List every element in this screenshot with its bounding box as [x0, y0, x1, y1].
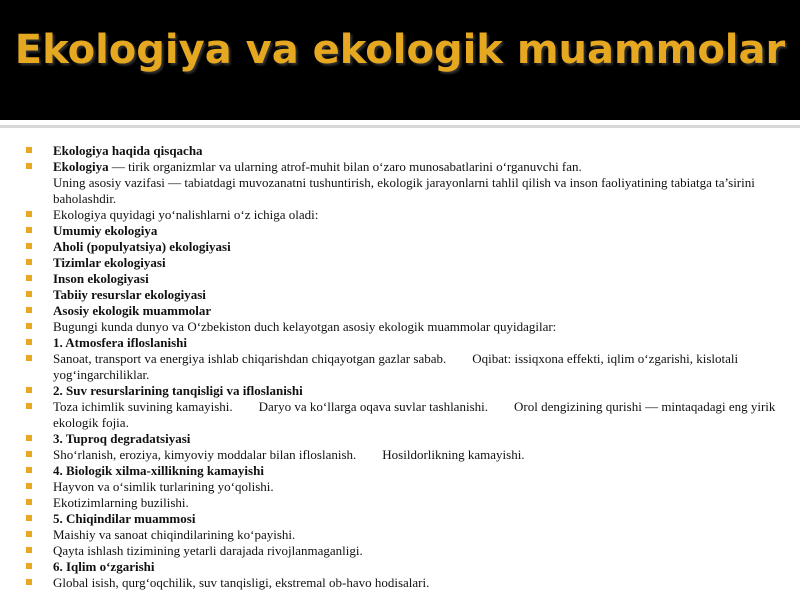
- bullet-item: [26, 463, 782, 479]
- bullet-marker-icon: [26, 387, 32, 393]
- bullet-item: [26, 383, 782, 399]
- bullet-item: [26, 223, 782, 239]
- bullet-line: Hayvon va o‘simlik turlarining yo‘qolishi.: [53, 479, 274, 494]
- bullet-marker-icon: [26, 531, 32, 537]
- bullet-item: [26, 447, 782, 463]
- divider: [0, 125, 800, 128]
- bullet-item: [26, 271, 782, 287]
- bullet-text: [53, 479, 274, 494]
- slide-title: Ekologiya va ekologik muammolar: [14, 27, 786, 73]
- title-banner: [0, 0, 800, 120]
- bullet-marker-icon: [26, 355, 32, 361]
- bullet-line: Ekologiya haqida qisqacha: [53, 143, 203, 158]
- bullet-line: Orol dengizining qurishi — mintaqadagi eng yirik ekologik fojia.: [53, 399, 776, 430]
- bullet-marker-icon: [26, 259, 32, 265]
- bullet-marker-icon: [26, 291, 32, 297]
- bullet-text: [53, 383, 303, 398]
- bullet-marker-icon: [26, 467, 32, 473]
- bullet-item: [26, 495, 782, 511]
- bullet-marker-icon: [26, 563, 32, 569]
- bullet-line: Bugungi kunda dunyo va O‘zbekiston duch kelayotgan asosiy ekologik muammolar quyidagilar:: [53, 319, 557, 334]
- bullet-text: [53, 319, 556, 334]
- bullet-line: Uning asosiy vazifasi — tabiatdagi muvozanatni tushuntirish, ekologik jarayonlarni tahlil qilish va inson faoliyatining tabiatga ta’sirini baholashdir.: [53, 175, 755, 206]
- bullet-marker-icon: [26, 547, 32, 553]
- bullet-line: 1. Atmosfera ifloslanishi: [53, 335, 187, 350]
- bullet-marker-icon: [26, 339, 32, 345]
- bullet-marker-icon: [26, 579, 32, 585]
- bullet-item: [26, 143, 782, 159]
- bullet-text: [53, 575, 429, 590]
- bullet-line: 3. Tuproq degradatsiyasi: [53, 431, 191, 446]
- bullet-item: [26, 431, 782, 447]
- bullet-text: [53, 143, 203, 158]
- bullet-line: Aholi (populyatsiya) ekologiyasi: [53, 239, 231, 254]
- bullet-item: [26, 559, 782, 575]
- bullet-marker-icon: [26, 163, 32, 169]
- bullet-marker-icon: [26, 499, 32, 505]
- bullet-line: Ekologiya quyidagi yo‘nalishlarni o‘z ichiga oladi:: [53, 207, 319, 222]
- bullet-list: [26, 143, 782, 591]
- bullet-marker-icon: [26, 147, 32, 153]
- bullet-text: [53, 559, 154, 574]
- bullet-line: Sho‘rlanish, eroziya, kimyoviy moddalar bilan ifloslanish.: [53, 447, 357, 462]
- bullet-item: [26, 159, 782, 175]
- bullet-text: [53, 495, 189, 510]
- bullet-item: [26, 287, 782, 303]
- bullet-text: [53, 287, 206, 302]
- bullet-item: [26, 479, 782, 495]
- bullet-line: Qayta ishlash tizimining yetarli darajada rivojlanmaganligi.: [53, 543, 363, 558]
- bullet-marker-icon: [26, 307, 32, 313]
- bullet-marker-icon: [26, 243, 32, 249]
- bullet-line: Global isish, qurg‘oqchilik, suv tanqisligi, ekstremal ob-havo hodisalari.: [53, 575, 430, 590]
- bullet-marker-icon: [26, 323, 32, 329]
- bullet-line: Maishiy va sanoat chiqindilarining ko‘payishi.: [53, 527, 296, 542]
- bullet-item: [26, 511, 782, 527]
- bullet-marker-icon: [26, 515, 32, 521]
- bullet-item: [26, 399, 782, 431]
- bullet-line: 6. Iqlim o‘zgarishi: [53, 559, 155, 574]
- bullet-line: Toza ichimlik suvining kamayishi.: [53, 399, 233, 414]
- bullet-item: [26, 319, 782, 335]
- bullet-text: [53, 463, 264, 478]
- bullet-line: Inson ekologiyasi: [53, 271, 149, 286]
- bullet-line: 4. Biologik xilma-xillikning kamayishi: [53, 463, 264, 478]
- bullet-text: [53, 207, 318, 222]
- bullet-text: [53, 511, 195, 526]
- bullet-item: [26, 207, 782, 223]
- bullet-line: Hosildorlikning kamayishi.: [382, 447, 525, 462]
- bullet-line: Tabiiy resurslar ekologiyasi: [53, 287, 206, 302]
- bullet-marker-icon: [26, 275, 32, 281]
- bullet-item: [26, 543, 782, 559]
- bullet-line: Sanoat, transport va energiya ishlab chiqarishdan chiqayotgan gazlar sabab.: [53, 351, 447, 366]
- bullet-text: [53, 431, 190, 446]
- bullet-line: Daryo va ko‘llarga oqava suvlar tashlanishi.: [258, 399, 488, 414]
- bullet-text: [53, 399, 775, 430]
- bullet-text: [53, 159, 582, 174]
- bullet-text: [53, 447, 525, 462]
- bullet-item: [26, 175, 782, 207]
- bullet-line: Asosiy ekologik muammolar: [53, 303, 212, 318]
- bullet-item: [26, 575, 782, 591]
- bullet-text: [53, 543, 363, 558]
- bullet-marker-icon: [26, 403, 32, 409]
- bullet-line: Oqibat: issiqxona effekti, iqlim o‘zgarishi, kislotali yog‘ingarchiliklar.: [53, 351, 739, 382]
- bullet-marker-icon: [26, 435, 32, 441]
- bullet-item: [26, 255, 782, 271]
- bullet-item: [26, 239, 782, 255]
- bullet-term: Ekologiya: [53, 159, 109, 174]
- bullet-marker-icon: [26, 451, 32, 457]
- bullet-text: [53, 527, 295, 542]
- bullet-marker-icon: [26, 227, 32, 233]
- bullet-line: 2. Suv resurslarining tanqisligi va ifloslanishi: [53, 383, 303, 398]
- bullet-text: [53, 335, 187, 350]
- bullet-line: Umumiy ekologiya: [53, 223, 158, 238]
- bullet-item: [26, 303, 782, 319]
- bullet-text: [53, 255, 166, 270]
- bullet-line: Ekotizimlarning buzilishi.: [53, 495, 189, 510]
- bullet-item: [26, 351, 782, 383]
- bullet-item: [26, 527, 782, 543]
- bullet-text: [53, 303, 211, 318]
- bullet-text: [53, 239, 231, 254]
- bullet-marker-icon: [26, 483, 32, 489]
- bullet-text: [53, 175, 755, 206]
- bullet-line: — tirik organizmlar va ularning atrof-muhit bilan o‘zaro munosabatlarini o‘rganuvchi fan.: [108, 159, 582, 174]
- bullet-text: [53, 351, 738, 382]
- bullet-text: [53, 271, 149, 286]
- bullet-marker-icon: [26, 211, 32, 217]
- bullet-line: 5. Chiqindilar muammosi: [53, 511, 196, 526]
- bullet-line: Tizimlar ekologiyasi: [53, 255, 166, 270]
- bullet-text: [53, 223, 157, 238]
- bullet-item: [26, 335, 782, 351]
